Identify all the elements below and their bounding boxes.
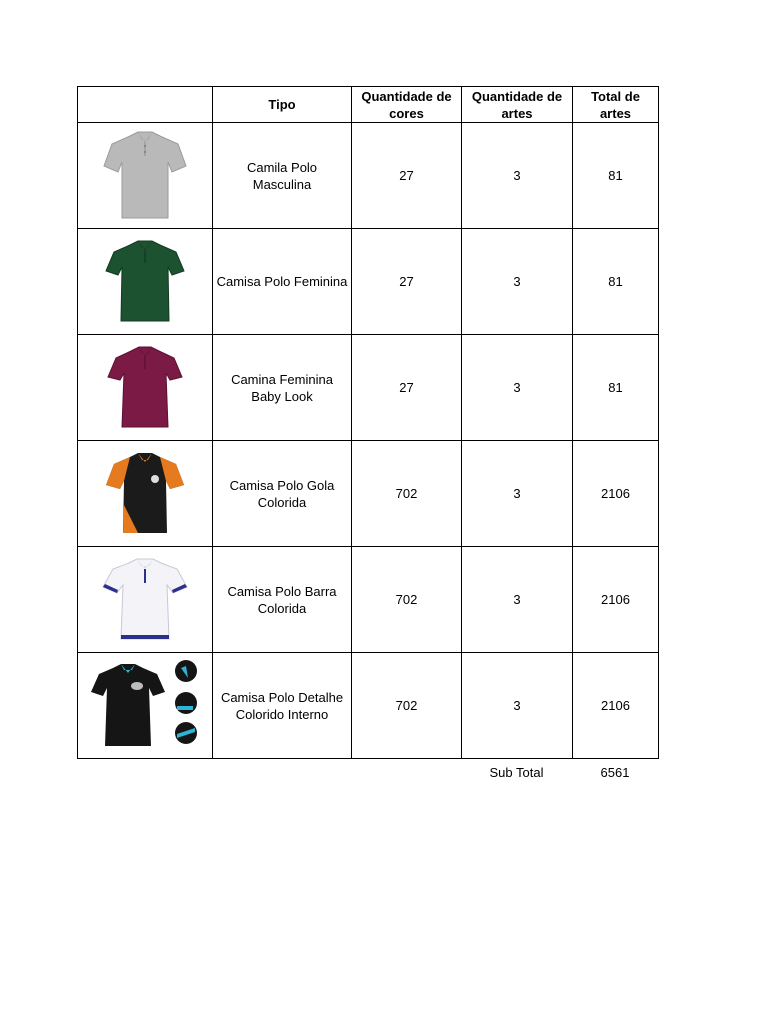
cell-total: 2106 <box>573 653 659 759</box>
cell-cores: 702 <box>352 441 462 547</box>
product-image-cell <box>78 123 213 229</box>
table-row <box>78 547 659 653</box>
table-row <box>78 335 659 441</box>
grey-polo-shirt-icon <box>100 128 190 223</box>
cell-total: 81 <box>573 123 659 229</box>
cell-tipo: Camisa Polo Feminina <box>213 229 352 335</box>
product-image-cell <box>78 335 213 441</box>
cell-artes: 3 <box>462 547 573 653</box>
header-tipo: Tipo <box>213 87 352 123</box>
cell-artes: 3 <box>462 653 573 759</box>
green-polo-shirt-icon <box>100 237 190 327</box>
product-image-cell <box>78 547 213 653</box>
black-orange-polo-shirt-icon <box>100 449 190 539</box>
products-table <box>77 86 659 759</box>
table-row <box>78 441 659 547</box>
cell-tipo: Camisa Polo Gola Colorida <box>213 441 352 547</box>
product-image-cell <box>78 653 213 759</box>
white-blue-polo-shirt-icon <box>97 555 193 645</box>
cell-artes: 3 <box>462 335 573 441</box>
header-image <box>78 87 213 123</box>
black-cyan-polo-shirt-icon <box>89 658 201 754</box>
table-header-row <box>78 87 659 123</box>
cell-tipo: Camisa Polo Detalhe Colorido Interno <box>213 653 352 759</box>
header-quantidade-cores: Quantidade de cores <box>352 87 462 123</box>
header-quantidade-artes: Quantidade de artes <box>462 87 573 123</box>
cell-artes: 3 <box>462 441 573 547</box>
burgundy-polo-shirt-icon <box>100 343 190 433</box>
cell-artes: 3 <box>462 229 573 335</box>
subtotal-value: 6561 <box>600 765 630 780</box>
table-row <box>78 229 659 335</box>
cell-tipo: Camina Feminina Baby Look <box>213 335 352 441</box>
table-row <box>78 123 659 229</box>
cell-cores: 27 <box>352 123 462 229</box>
cell-tipo: Camila Polo Masculina <box>213 123 352 229</box>
cell-total: 81 <box>573 229 659 335</box>
table-row <box>78 653 659 759</box>
cell-tipo: Camisa Polo Barra Colorida <box>213 547 352 653</box>
cell-cores: 702 <box>352 547 462 653</box>
product-image-cell <box>78 229 213 335</box>
cell-artes: 3 <box>462 123 573 229</box>
header-total-artes: Total de artes <box>573 87 659 123</box>
subtotal-label: Sub Total <box>489 765 544 780</box>
cell-cores: 702 <box>352 653 462 759</box>
product-image-cell <box>78 441 213 547</box>
cell-total: 2106 <box>573 441 659 547</box>
cell-cores: 27 <box>352 335 462 441</box>
cell-total: 2106 <box>573 547 659 653</box>
cell-total: 81 <box>573 335 659 441</box>
cell-cores: 27 <box>352 229 462 335</box>
